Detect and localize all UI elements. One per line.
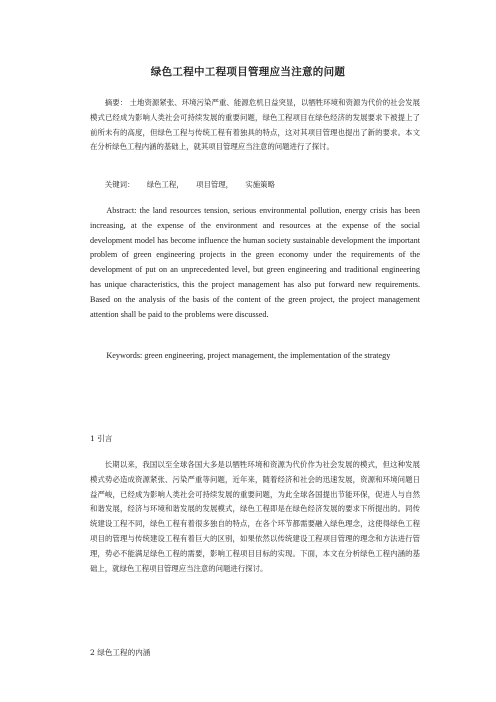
document-title: 绿色工程中工程项目管理应当注意的问题: [150, 66, 346, 78]
abstract-en: Abstract: the land resources tension, serious environmental pollution, energy crisis has been increasing, at the expense of the environment and resources at the expense of the social development model has become influence the human society sustainable development the important problem of green engineering projects in the green economy under the requirements of the development of put on an unprecedented level, but green engineering and traditional engineering has unique characteristics, this the project management has also put forward new requirements. Based on the analysis of the basis of the content of the green project, the project management attention shall be paid to the problems were discussed.: [90, 206, 420, 319]
abstract-cn: [90, 96, 420, 155]
keywords-cn: [90, 178, 420, 193]
section-1-body: 长期以来，我国以至全球各国大多是以牺牲环境和资源为代价作为社会发展的模式，但这种发展模式势必造成资源紧张、污染严重等问题，近年来，随着经济和社会的迅速发展，资源和环境问题日益严峻，已经成为影响人类社会可持续发展的重要问题，为此全球各国提出节能环保，促进人与自然和谐发展，经济与环境和谐发展的发展模式，绿色工程即是在绿色经济发展的要求下所提出的。同传统建设工程不同，绿色工程有着很多独自的特点，在各个环节都需要融入绿色理念，这使得绿色工程项目的管理与传统建设工程有着巨大的区别，如果依然以传统建设工程项目管理的理念和方法进行管理，势必不能满足绿色工程的需要，影响工程项目目标的实现。下面，本文在分析绿色工程内涵的基础上，就绿色工程项目管理应当注意的问题进行探讨。: [90, 460, 420, 573]
abstract-cn-text: 土地资源紧张、环境污染严重、能源危机日益突显，以牺牲环境和资源为代价的社会发展模式已经成为影响人类社会可持续发展的重要问题，绿色工程项目在绿色经济的发展要求下被提上了前所未有的高度，但绿色工程与传统工程有着独具的特点，这对其项目管理也提出了新的要求。本文在分析绿色工程内涵的基础上，就其项目管理应当注意的问题进行了探讨。: [90, 98, 420, 152]
abstract-cn-label: 摘要：: [104, 98, 128, 107]
keyword-item: 实施策略: [245, 180, 275, 189]
keyword-item: 绿色工程，: [146, 180, 184, 189]
keywords-en: Keywords: green engineering, project management, the implementation of the strategy: [106, 351, 391, 360]
section-2-heading: 2 绿色工程的内涵: [90, 648, 151, 657]
section-1-heading: 1 引言: [90, 434, 113, 443]
keyword-item: 项目管理，: [196, 180, 234, 189]
keywords-cn-label: 关键词：: [104, 180, 135, 189]
